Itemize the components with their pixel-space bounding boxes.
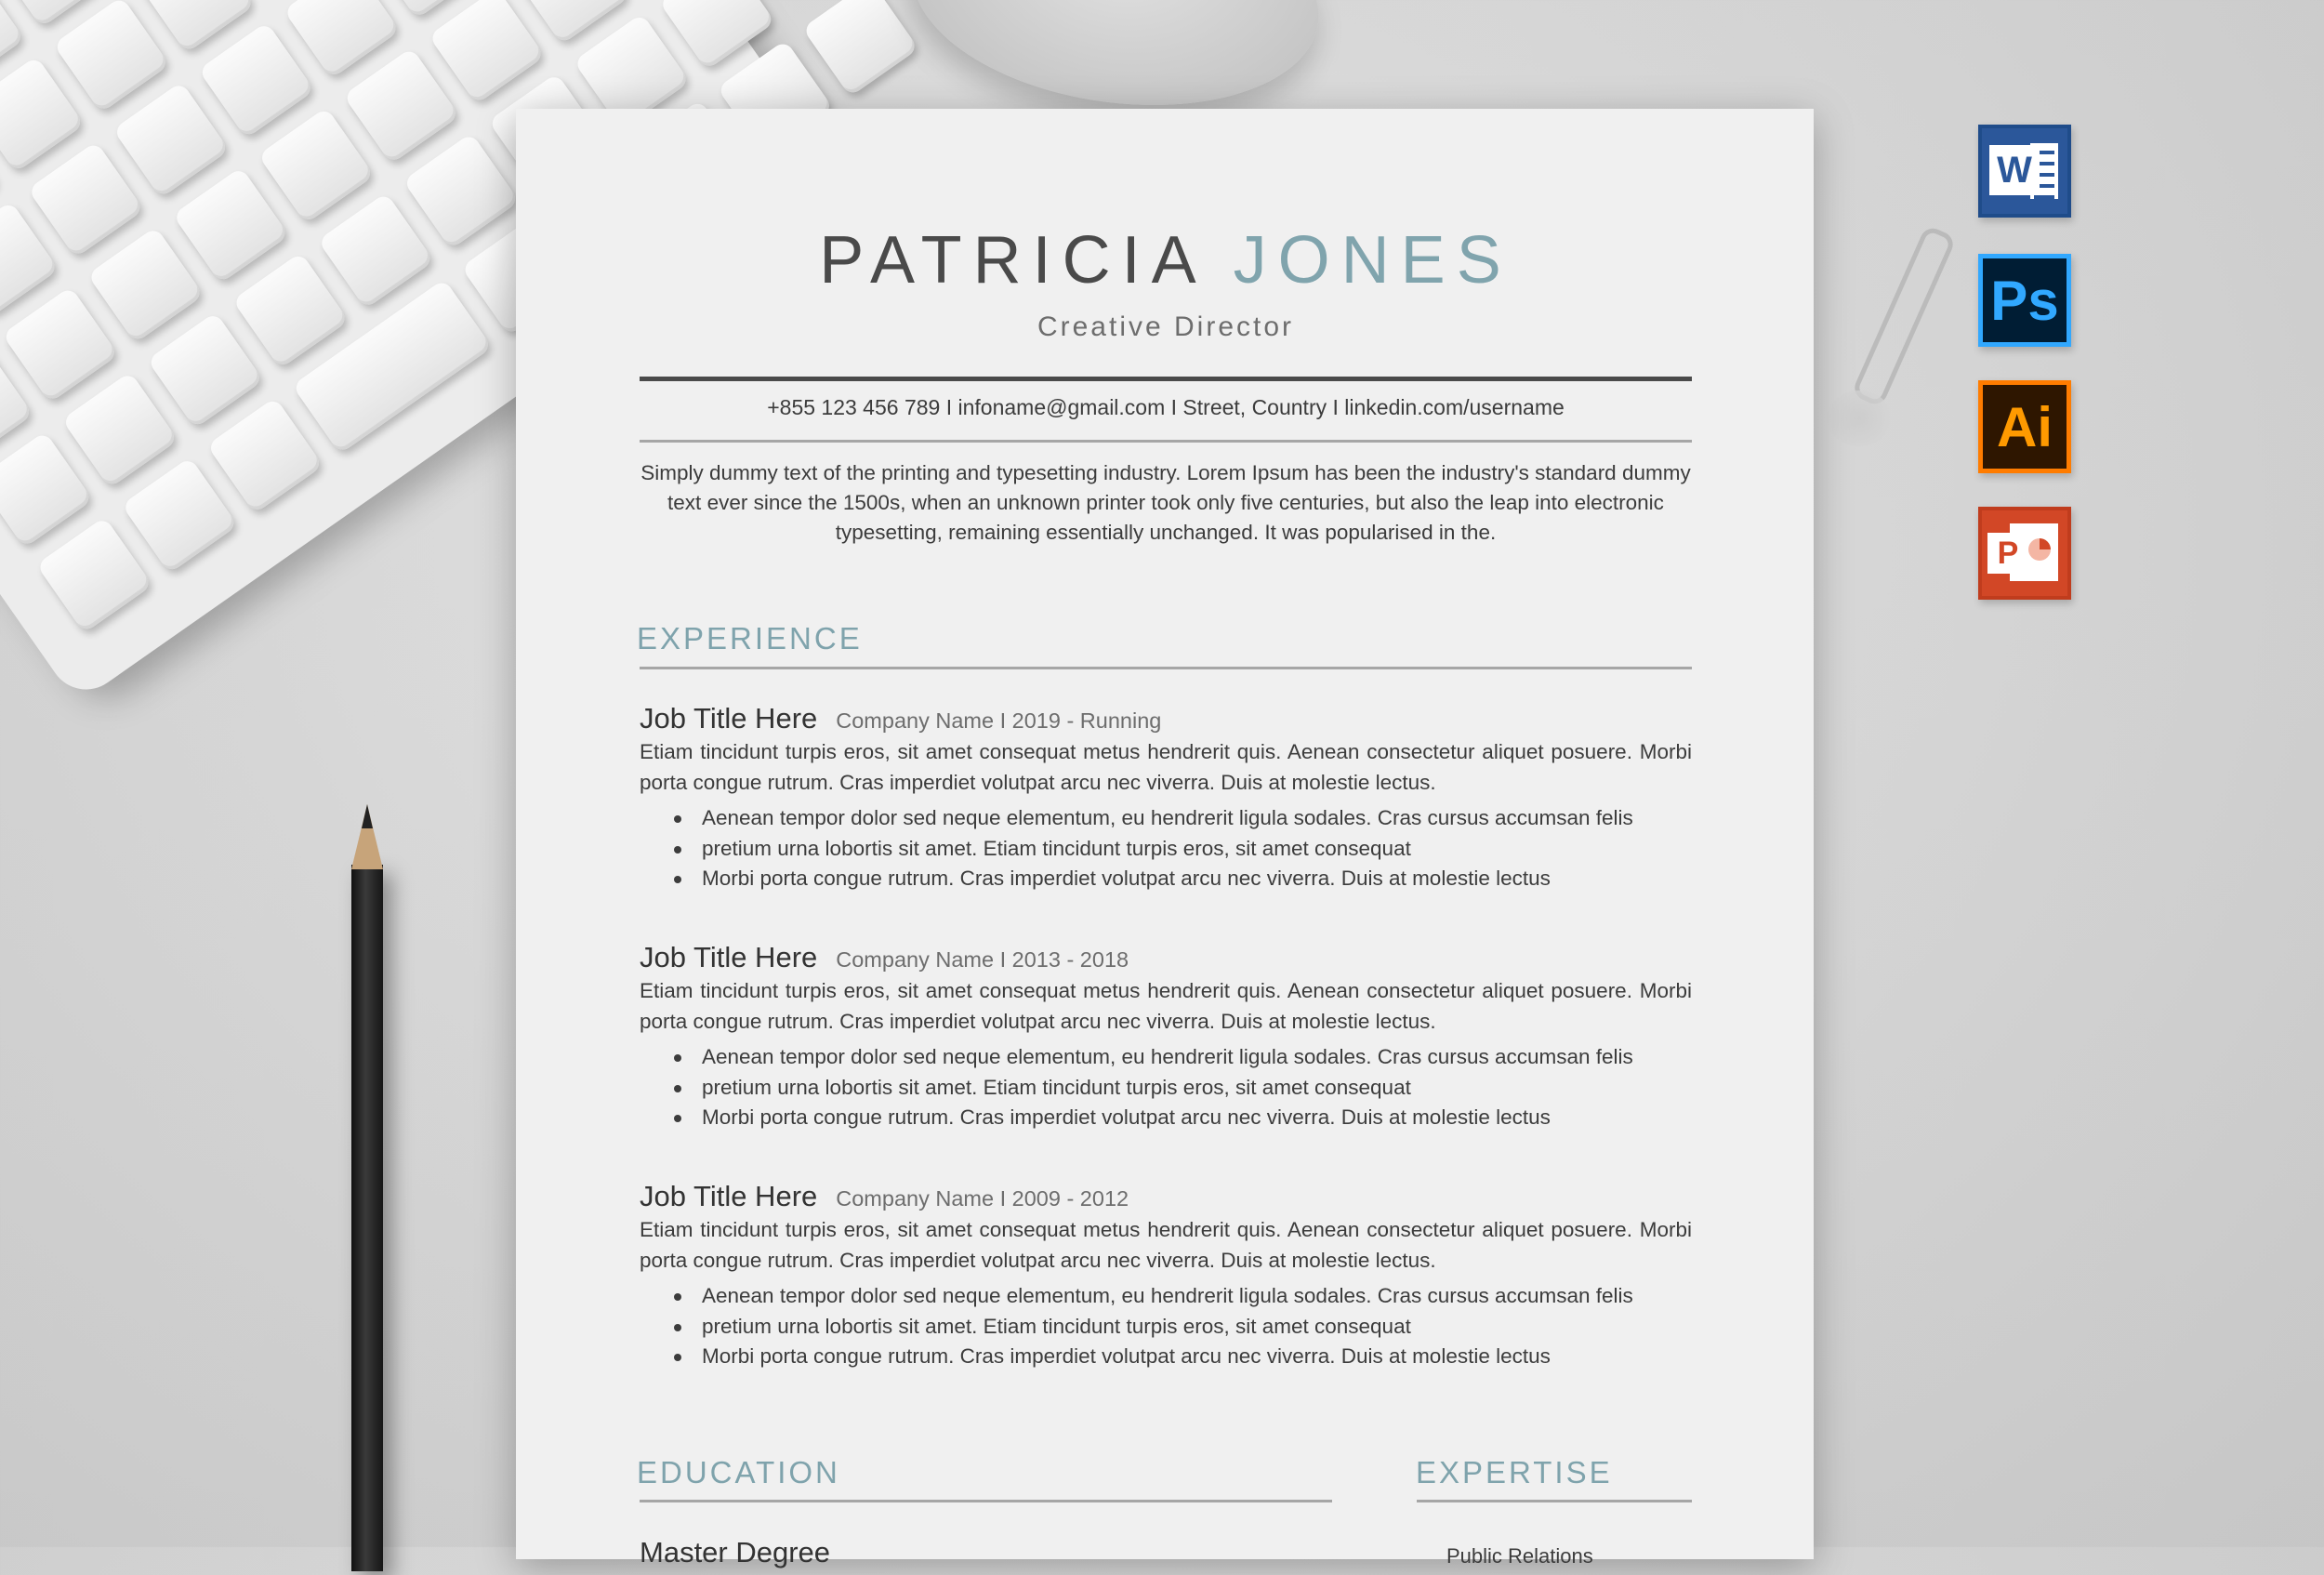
contact-divider xyxy=(640,440,1692,443)
experience-heading: EXPERIENCE xyxy=(637,621,863,655)
keyboard-key xyxy=(232,252,349,368)
pencil-photo xyxy=(351,865,383,1571)
contact-line: +855 123 456 789 I infoname@gmail.com I Street, Country I linkedin.com/username xyxy=(767,395,1565,419)
job-bullet: Aenean tempor dolor sed neque elementum, eu hendrerit ligula sodales. Cras cursus accumsan felis xyxy=(702,1281,1692,1312)
photoshop-icon xyxy=(1978,254,2071,347)
job-entry-1 xyxy=(640,704,1692,894)
keyboard-key xyxy=(28,141,144,258)
job-bullet: Morbi porta congue rutrum. Cras imperdiet volutpat arcu nec viverra. Duis at molestie lectus xyxy=(702,864,1692,894)
word-icon xyxy=(1978,125,2071,218)
keyboard-key xyxy=(87,227,204,343)
job-description: Etiam tincidunt turpis eros, sit amet consequat metus hendrerit quis. Aenean consectetur aliquet posuere. Morbi porta congue rutrum. Cras imperdiet volutpat arcu nec viverra. Duis at molestie lectus. xyxy=(640,979,1692,1033)
powerpoint-icon xyxy=(1978,507,2071,600)
powerpoint-chart-glyph xyxy=(2028,538,2051,561)
job-header xyxy=(640,943,1692,974)
job-bullet: Aenean tempor dolor sed neque elementum, eu hendrerit ligula sodales. Cras cursus accumsan felis xyxy=(702,803,1692,834)
job-role: Creative Director xyxy=(1037,311,1295,342)
keyboard-key xyxy=(122,457,238,573)
job-bullet: Morbi porta congue rutrum. Cras imperdiet volutpat arcu nec viverra. Duis at molestie lectus xyxy=(702,1103,1692,1133)
keyboard-key xyxy=(257,107,374,223)
job-description: Etiam tincidunt turpis eros, sit amet consequat metus hendrerit quis. Aenean consectetur aliquet posuere. Morbi porta congue rutrum. Cras imperdiet volutpat arcu nec viverra. Duis at molestie lectus. xyxy=(640,740,1692,794)
job-bullet-list xyxy=(640,1281,1692,1372)
pencil-tip-lead xyxy=(362,804,373,828)
job-bullet-list xyxy=(640,803,1692,894)
keyboard-key xyxy=(343,47,459,164)
keyboard-key xyxy=(2,286,118,403)
keyboard-key xyxy=(198,21,314,138)
powerpoint-letter: P xyxy=(1987,533,2028,574)
last-name: JONES xyxy=(1233,223,1512,298)
keyboard-key xyxy=(206,397,323,513)
education-first-item: Master Degree xyxy=(640,1536,831,1568)
keyboard-key xyxy=(0,431,93,548)
job-title: Job Title Here xyxy=(640,702,818,735)
job-meta: Company Name I 2013 - 2018 xyxy=(836,947,1129,972)
job-bullet: pretium urna lobortis sit amet. Etiam tincidunt turpis eros, sit amet consequat xyxy=(702,834,1692,865)
word-letter: W xyxy=(1989,145,2040,195)
keyboard-key xyxy=(112,82,229,198)
keyboard-key xyxy=(0,56,85,172)
keyboard-key xyxy=(403,133,519,249)
expertise-heading: EXPERTISE xyxy=(1416,1455,1613,1489)
keyboard-key xyxy=(173,166,289,283)
job-bullet: Morbi porta congue rutrum. Cras imperdiet volutpat arcu nec viverra. Duis at molestie lectus xyxy=(702,1342,1692,1372)
job-header xyxy=(640,704,1692,735)
education-heading: EDUCATION xyxy=(637,1455,840,1489)
keyboard-key xyxy=(61,372,178,488)
header-divider xyxy=(640,377,1692,381)
clip-shadow xyxy=(1827,390,1892,446)
keyboard-key xyxy=(147,311,263,428)
resume-page xyxy=(516,109,1814,1568)
keyboard-key xyxy=(802,0,918,97)
summary-text: Simply dummy text of the printing and typesetting industry. Lorem Ipsum has been the industry's standard dummy text ever since the 1500s, when an unknown printer took only five centuries, but also the leap into electronic typesetting, remaining essentially unchanged. It was popularised in the. xyxy=(640,461,1691,544)
illustrator-label: Ai xyxy=(1997,395,2053,458)
expertise-first-item: Public Relations xyxy=(1446,1544,1593,1568)
keyboard-key xyxy=(53,0,169,112)
first-name: PATRICIA xyxy=(819,223,1204,298)
keyboard-key xyxy=(318,192,434,309)
job-header xyxy=(640,1182,1692,1213)
job-bullet-list xyxy=(640,1042,1692,1133)
experience-divider xyxy=(640,667,1692,669)
photoshop-label: Ps xyxy=(1990,269,2059,332)
job-entry-3 xyxy=(640,1182,1692,1372)
paper-clip xyxy=(1851,224,1957,407)
keyboard-key xyxy=(36,517,152,633)
keyboard-key xyxy=(429,0,545,104)
job-entry-2 xyxy=(640,943,1692,1133)
job-description: Etiam tincidunt turpis eros, sit amet consequat metus hendrerit quis. Aenean consectetur aliquet posuere. Morbi porta congue rutrum. Cras imperdiet volutpat arcu nec viverra. Duis at molestie lectus. xyxy=(640,1218,1692,1272)
illustrator-icon xyxy=(1978,380,2071,473)
job-title: Job Title Here xyxy=(640,941,818,973)
job-meta: Company Name I 2019 - Running xyxy=(836,708,1162,733)
expertise-divider xyxy=(1417,1500,1692,1502)
job-meta: Company Name I 2009 - 2012 xyxy=(836,1186,1129,1211)
education-divider xyxy=(640,1500,1332,1502)
job-bullet: pretium urna lobortis sit amet. Etiam tincidunt turpis eros, sit amet consequat xyxy=(702,1073,1692,1104)
job-title: Job Title Here xyxy=(640,1180,818,1212)
resume-name xyxy=(640,218,1692,302)
job-bullet: Aenean tempor dolor sed neque elementum, eu hendrerit ligula sodales. Cras cursus accumsan felis xyxy=(702,1042,1692,1073)
job-bullet: pretium urna lobortis sit amet. Etiam tincidunt turpis eros, sit amet consequat xyxy=(702,1312,1692,1343)
